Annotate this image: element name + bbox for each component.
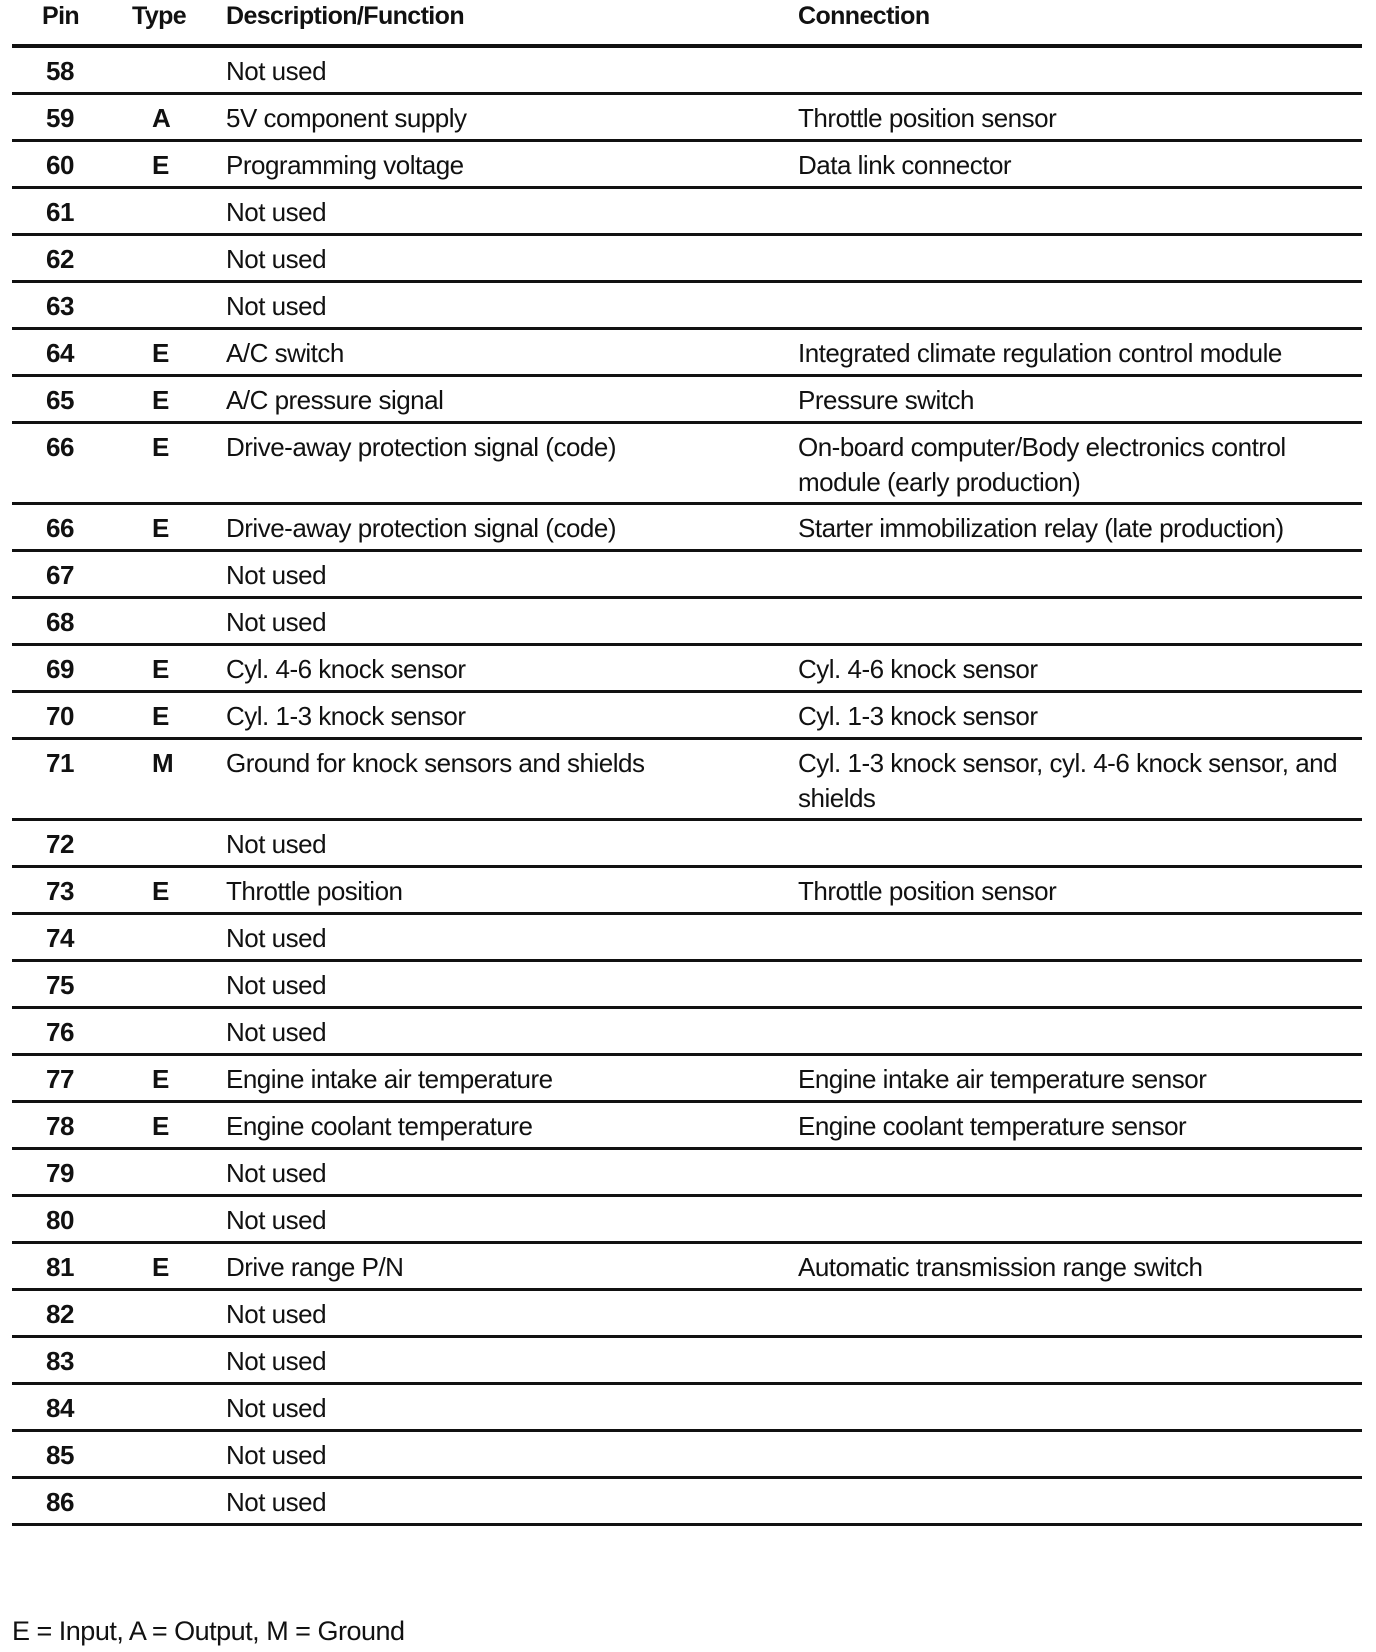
description-cell: Not used <box>226 1440 327 1470</box>
table-row <box>12 142 1362 189</box>
description-cell: Not used <box>226 1017 327 1047</box>
table-header <box>12 0 1362 44</box>
pin-cell: 74 <box>46 923 74 953</box>
pin-cell: 78 <box>46 1111 74 1141</box>
table-row <box>12 740 1362 821</box>
table-row <box>12 821 1362 868</box>
pin-cell: 72 <box>46 829 74 859</box>
description-cell: 5V component supply <box>226 103 467 133</box>
type-legend: E = Input, A = Output, M = Ground <box>12 1616 405 1646</box>
description-cell: Programming voltage <box>226 150 464 180</box>
pin-cell: 68 <box>46 607 74 637</box>
connection-cell: Engine intake air temperature sensor <box>798 1064 1207 1094</box>
pin-cell: 75 <box>46 970 74 1000</box>
type-cell: M <box>152 748 174 778</box>
description-cell: Not used <box>226 1299 327 1329</box>
pin-cell: 60 <box>46 150 74 180</box>
description-cell: Not used <box>226 607 327 637</box>
type-cell: E <box>152 432 169 462</box>
table-row <box>12 962 1362 1009</box>
connection-cell: Pressure switch <box>798 385 974 415</box>
header-pin: Pin <box>42 2 80 30</box>
table-row <box>12 377 1362 424</box>
connection-cell: On-board computer/Body electronics control module (early production) <box>798 432 1286 497</box>
table-row <box>12 1009 1362 1056</box>
description-cell: Drive range P/N <box>226 1252 404 1282</box>
description-cell: Throttle position <box>226 876 403 906</box>
pin-cell: 63 <box>46 291 74 321</box>
table-row <box>12 236 1362 283</box>
connection-cell: Throttle position sensor <box>798 103 1057 133</box>
table-row <box>12 95 1362 142</box>
description-cell: Not used <box>226 291 327 321</box>
description-cell: Not used <box>226 1487 327 1517</box>
table-row <box>12 1291 1362 1338</box>
type-cell: E <box>152 654 169 684</box>
table-row <box>12 599 1362 646</box>
pin-cell: 66 <box>46 513 74 543</box>
description-cell: Not used <box>226 829 327 859</box>
table-row <box>12 48 1362 95</box>
pin-cell: 65 <box>46 385 74 415</box>
description-cell: Not used <box>226 923 327 953</box>
description-cell: A/C pressure signal <box>226 385 444 415</box>
type-cell: E <box>152 150 169 180</box>
description-cell: Not used <box>226 197 327 227</box>
connection-cell: Cyl. 1-3 knock sensor, cyl. 4-6 knock sensor, and shields <box>798 748 1338 813</box>
pin-cell: 66 <box>46 432 74 462</box>
connection-cell: Engine coolant temperature sensor <box>798 1111 1187 1141</box>
pin-cell: 61 <box>46 197 74 227</box>
pin-cell: 59 <box>46 103 74 133</box>
type-cell: E <box>152 876 169 906</box>
type-cell: A <box>152 103 171 133</box>
table-row <box>12 693 1362 740</box>
description-cell: Drive-away protection signal (code) <box>226 513 617 543</box>
type-cell: E <box>152 513 169 543</box>
connection-cell: Starter immobilization relay (late production) <box>798 513 1284 543</box>
pin-cell: 73 <box>46 876 74 906</box>
table-row <box>12 283 1362 330</box>
table-body <box>12 48 1362 1526</box>
table-row <box>12 424 1362 505</box>
connection-cell: Cyl. 4-6 knock sensor <box>798 654 1038 684</box>
pin-cell: 84 <box>46 1393 74 1423</box>
description-cell: Cyl. 1-3 knock sensor <box>226 701 466 731</box>
pin-cell: 67 <box>46 560 74 590</box>
table-row <box>12 646 1362 693</box>
header-description: Description/Function <box>226 2 465 30</box>
pin-table <box>12 0 1362 1526</box>
description-cell: Not used <box>226 560 327 590</box>
table-row <box>12 1103 1362 1150</box>
table-row <box>12 330 1362 377</box>
header-type: Type <box>132 2 187 30</box>
type-cell: E <box>152 1111 169 1141</box>
pin-cell: 79 <box>46 1158 74 1188</box>
connection-cell: Throttle position sensor <box>798 876 1057 906</box>
pin-cell: 80 <box>46 1205 74 1235</box>
connection-cell: Cyl. 1-3 knock sensor <box>798 701 1038 731</box>
pin-cell: 58 <box>46 56 74 86</box>
type-cell: E <box>152 338 169 368</box>
description-cell: Not used <box>226 1158 327 1188</box>
pin-cell: 64 <box>46 338 74 368</box>
pin-cell: 71 <box>46 748 74 778</box>
description-cell: Not used <box>226 970 327 1000</box>
description-cell: Not used <box>226 56 327 86</box>
table-row <box>12 915 1362 962</box>
pin-cell: 85 <box>46 1440 74 1470</box>
table-row <box>12 1150 1362 1197</box>
pin-cell: 69 <box>46 654 74 684</box>
description-cell: Cyl. 4-6 knock sensor <box>226 654 466 684</box>
pin-cell: 62 <box>46 244 74 274</box>
table-row <box>12 1338 1362 1385</box>
connection-cell: Integrated climate regulation control module <box>798 338 1282 368</box>
table-row <box>12 1056 1362 1103</box>
header-connection: Connection <box>798 2 930 30</box>
type-cell: E <box>152 385 169 415</box>
table-row <box>12 1244 1362 1291</box>
pin-cell: 70 <box>46 701 74 731</box>
pin-cell: 83 <box>46 1346 74 1376</box>
type-cell: E <box>152 701 169 731</box>
description-cell: Not used <box>226 1393 327 1423</box>
table-row <box>12 505 1362 552</box>
description-cell: Ground for knock sensors and shields <box>226 748 645 778</box>
description-cell: Not used <box>226 1205 327 1235</box>
description-cell: Not used <box>226 244 327 274</box>
description-cell: Not used <box>226 1346 327 1376</box>
pin-cell: 76 <box>46 1017 74 1047</box>
type-cell: E <box>152 1252 169 1282</box>
description-cell: Engine coolant temperature <box>226 1111 533 1141</box>
table-row <box>12 1479 1362 1526</box>
table-row <box>12 1385 1362 1432</box>
description-cell: Drive-away protection signal (code) <box>226 432 617 462</box>
connection-cell: Automatic transmission range switch <box>798 1252 1203 1282</box>
table-row <box>12 1197 1362 1244</box>
pin-cell: 77 <box>46 1064 74 1094</box>
pin-cell: 82 <box>46 1299 74 1329</box>
table-row <box>12 552 1362 599</box>
type-cell: E <box>152 1064 169 1094</box>
table-row <box>12 868 1362 915</box>
description-cell: A/C switch <box>226 338 344 368</box>
description-cell: Engine intake air temperature <box>226 1064 553 1094</box>
table-row <box>12 1432 1362 1479</box>
table-row <box>12 189 1362 236</box>
pin-cell: 86 <box>46 1487 74 1517</box>
connection-cell: Data link connector <box>798 150 1012 180</box>
pin-cell: 81 <box>46 1252 74 1282</box>
